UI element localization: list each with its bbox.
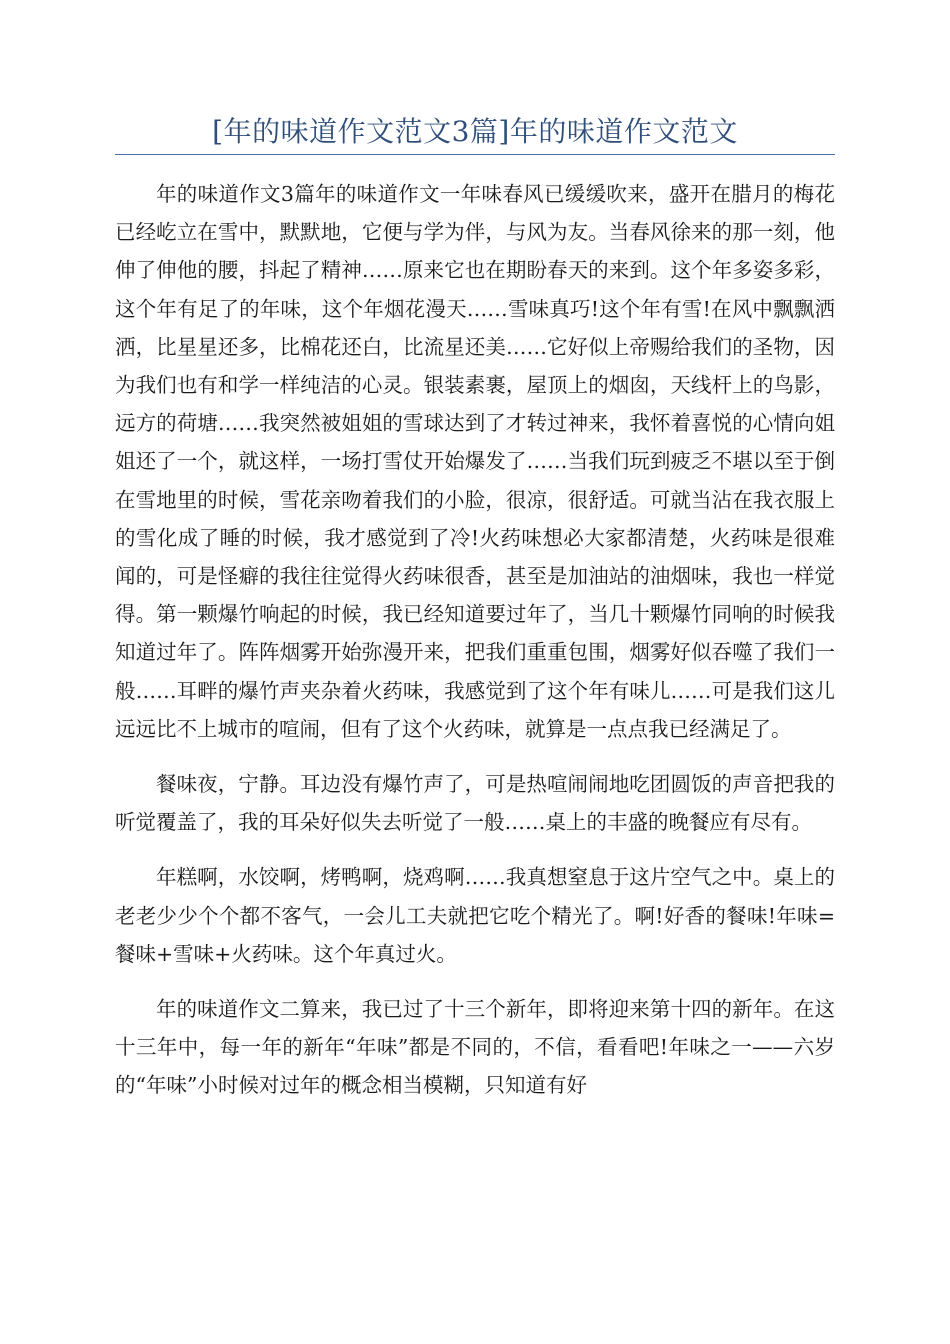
title-underline — [115, 154, 835, 155]
paragraph: 年糕啊，水饺啊，烤鸭啊，烧鸡啊……我真想窒息于这片空气之中。桌上的老老少少个个都不客气，一会儿工夫就把它吃个精光了。啊!好香的餐味!年味=餐味+雪味+火药味。这个年真过火。 — [115, 865, 835, 966]
paragraph: 年的味道作文3篇年的味道作文一年味春风已缓缓吹来，盛开在腊月的梅花已经屹立在雪中，默默地，它便与学为伴，与风为友。当春风徐来的那一刻，他伸了伸他的腰，抖起了精神……原来它也在期盼春天的来到。这个年多姿多彩，这个年有足了的年味，这个年烟花漫天……雪味真巧!这个年有雪!在风中飘飘洒洒，比星星还多，比棉花还白，比流星还美……它好似上帝赐给我们的圣物，因为我们也有和学一样纯洁的心灵。银装素裹，屋顶上的烟囱，天线杆上的鸟影，远方的荷塘……我突然被姐姐的雪球达到了才转过神来，我怀着喜悦的心情向姐姐还了一个，就这样，一场打雪仗开始爆发了……当我们玩到疲乏不堪以至于倒在雪地里的时候，雪花亲吻着我们的小脸，很凉，很舒适。可就当沾在我衣服上的雪化成了睡的时候，我才感觉到了冷!火药味想必大家都清楚，火药味是很难闻的，可是怪癖的我往往觉得火药味很香，甚至是加油站的油烟味，我也一样觉得。第一颗爆竹响起的时候，我已经知道要过年了，当几十颗爆竹同响的时候我知道过年了。阵阵烟雾开始弥漫开来，把我们重重包围，烟雾好似吞噬了我们一般……耳畔的爆竹声夹杂着火药味，我感觉到了这个年有味儿……可是我们这儿远远比不上城市的喧闹，但有了这个火药味，就算是一点点我已经满足了。 — [115, 182, 835, 741]
paragraph: 餐味夜，宁静。耳边没有爆竹声了，可是热喧闹闹地吃团圆饭的声音把我的听觉覆盖了，我的耳朵好似失去听觉了一般……桌上的丰盛的晚餐应有尽有。 — [115, 772, 835, 835]
document-body — [115, 175, 835, 1122]
document-title: [年的味道作文范文3篇]年的味道作文范文 — [212, 115, 738, 148]
paragraph: 年的味道作文二算来，我已过了十三个新年，即将迎来第十四的新年。在这十三年中，每一年的新年“年味”都是不同的，不信，看看吧!年味之一——六岁的“年味”小时候对过年的概念相当模糊，只知道有好 — [115, 997, 835, 1098]
